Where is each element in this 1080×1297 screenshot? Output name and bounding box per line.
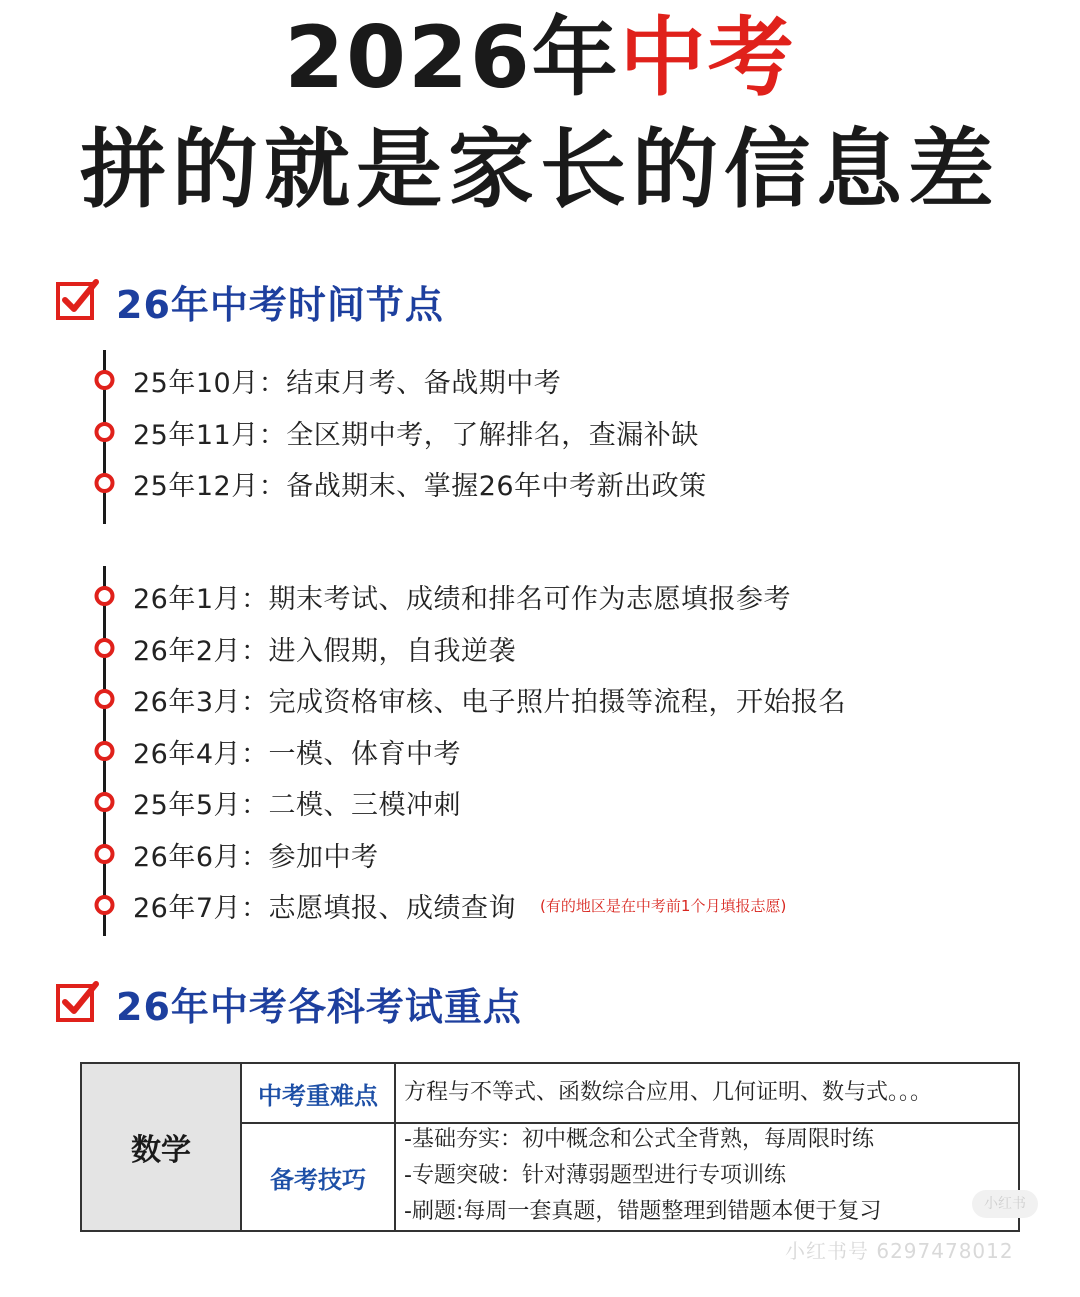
timeline-text: 25年12月：备战期末、掌握26年中考新出政策 [133, 470, 707, 502]
timeline-item [92, 782, 461, 822]
timeline-item [92, 834, 379, 874]
timeline-dot-icon [92, 412, 117, 452]
row-label-key-points: 中考重难点 [242, 1064, 396, 1122]
subject-table [80, 1062, 1020, 1232]
section-heading-timeline [56, 276, 444, 326]
section-title: 26年中考时间节点 [116, 282, 444, 327]
tip-line: -专题突破：针对薄弱题型进行专项训练 [404, 1163, 786, 1188]
tip-line: -刷题:每周一套真题，错题整理到错题本便于复习 [404, 1199, 882, 1224]
page-title [0, 8, 1080, 108]
timeline-text: 26年2月：进入假期，自我逆袭 [133, 635, 517, 667]
section-heading-subjects [56, 978, 522, 1028]
row-content-tips [396, 1124, 1018, 1230]
timeline-item [92, 463, 707, 503]
title-highlight: 中考 [619, 8, 796, 108]
timeline-item [92, 628, 516, 668]
timeline-text: 25年10月：结束月考、备战期中考 [133, 367, 562, 399]
timeline-text: 26年7月：志愿填报、成绩查询 [133, 892, 517, 924]
timeline-item [92, 576, 791, 616]
watermark-text: 小红书号 6297478012 [785, 1239, 1014, 1263]
timeline-item [92, 412, 699, 452]
checkbox-icon [56, 282, 94, 320]
title-year: 2026年 [284, 8, 620, 108]
row-content-key-points: 方程与不等式、函数综合应用、几何证明、数与式。。。 [404, 1080, 933, 1105]
section-title: 26年中考各科考试重点 [116, 984, 522, 1029]
timeline-text: 26年6月：参加中考 [133, 841, 379, 873]
timeline-item [92, 360, 561, 400]
row-label-tips: 备考技巧 [242, 1124, 396, 1230]
timeline-dot-icon [92, 834, 117, 874]
watermark-badge: 小红书 [972, 1190, 1038, 1218]
timeline-text: 25年11月：全区期中考，了解排名，查漏补缺 [133, 419, 699, 451]
checkbox-icon [56, 984, 94, 1022]
timeline-note: (有的地区是在中考前1个月填报志愿) [540, 896, 787, 915]
timeline-dot-icon [92, 463, 117, 503]
timeline-text: 26年4月：一模、体育中考 [133, 738, 462, 770]
timeline-dot-icon [92, 782, 117, 822]
subject-cell: 数学 [82, 1064, 242, 1230]
timeline-item [92, 679, 846, 719]
tip-line: -基础夯实：初中概念和公式全背熟，每周限时练 [404, 1127, 874, 1152]
page-subtitle: 拼的就是家长的信息差 [80, 120, 1000, 220]
timeline-dot-icon [92, 731, 117, 771]
timeline-text: 25年5月：二模、三模冲刺 [133, 789, 462, 821]
timeline-dot-icon [92, 885, 117, 925]
timeline-item [92, 885, 786, 925]
timeline-dot-icon [92, 679, 117, 719]
timeline-dot-icon [92, 628, 117, 668]
timeline-text: 26年3月：完成资格审核、电子照片拍摄等流程，开始报名 [133, 686, 847, 718]
timeline-item [92, 731, 461, 771]
timeline-dot-icon [92, 360, 117, 400]
timeline-dot-icon [92, 576, 117, 616]
timeline-text: 26年1月：期末考试、成绩和排名可作为志愿填报参考 [133, 583, 792, 615]
